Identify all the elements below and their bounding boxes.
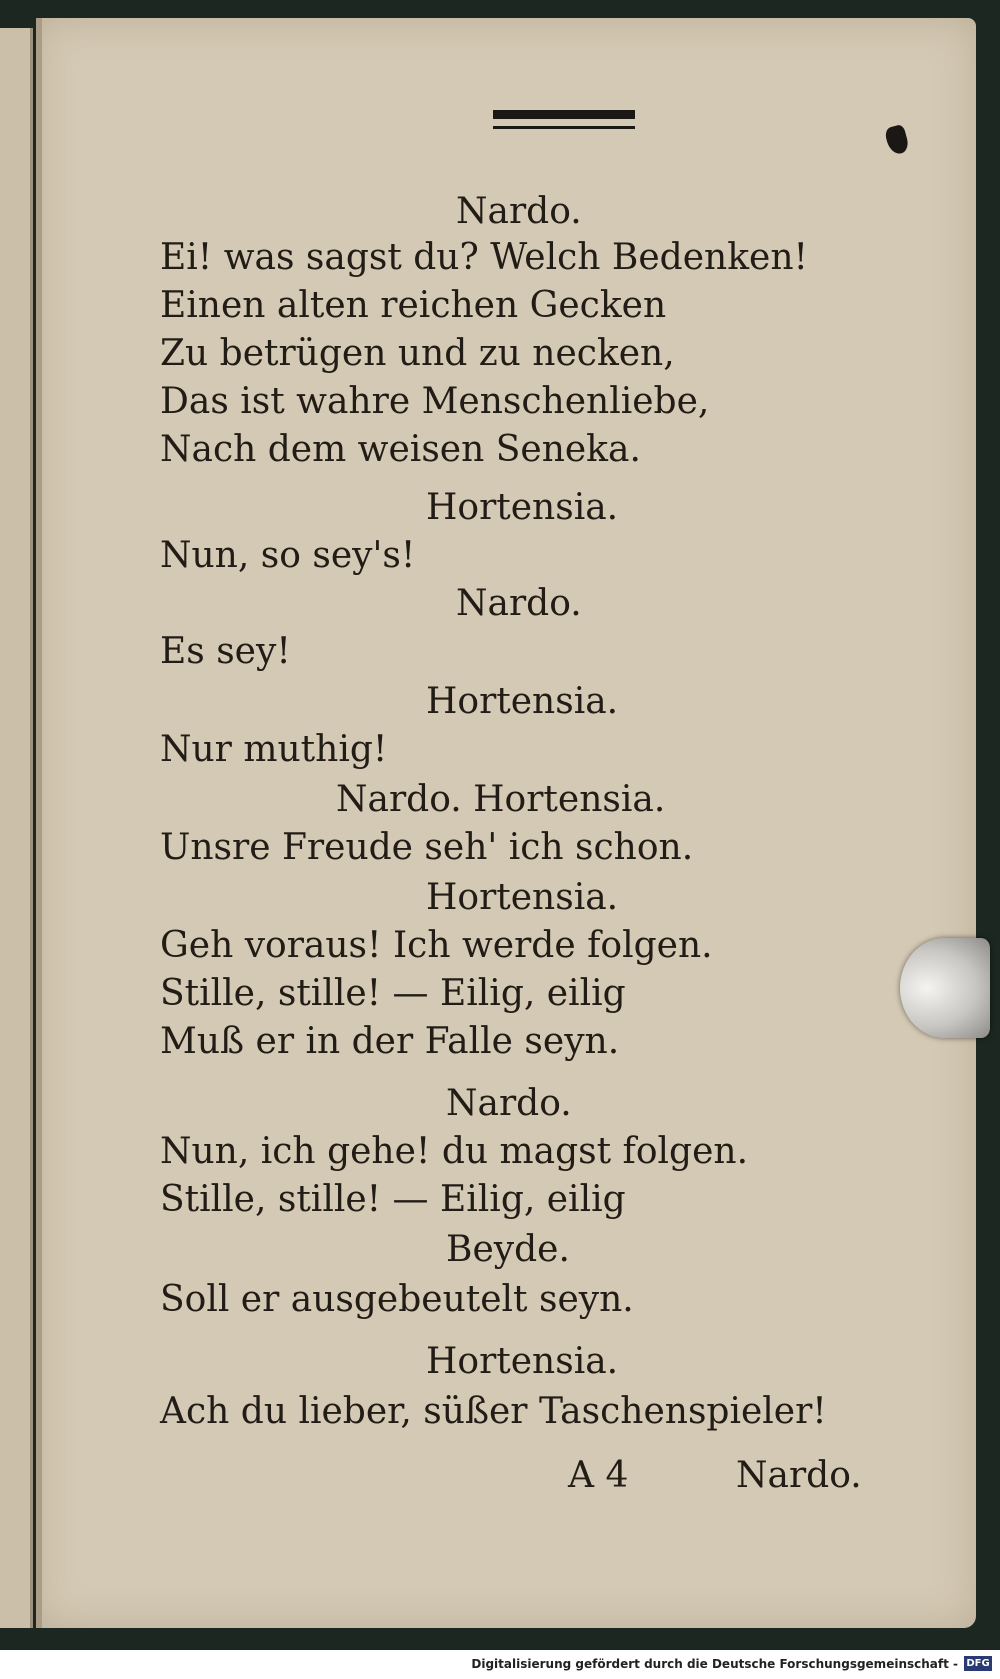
verse-line: Zu betrügen und zu necken,: [160, 333, 675, 374]
verse-line: Das ist wahre Menschenliebe,: [160, 381, 710, 422]
verse-line: Stille, stille! — Eilig, eilig: [160, 973, 626, 1014]
header-rule-thick: [493, 110, 635, 119]
speaker-label: Nardo. Hortensia.: [336, 779, 666, 820]
page-gutter: [36, 18, 42, 1628]
speaker-label: Hortensia.: [426, 1341, 619, 1382]
speaker-label: Nardo.: [446, 1083, 572, 1124]
verse-line: Nach dem weisen Seneka.: [160, 429, 641, 470]
verse-line: Unsre Freude seh' ich schon.: [160, 827, 694, 868]
speaker-label: Beyde.: [446, 1229, 570, 1270]
verse-line: Nun, ich gehe! du magst folgen.: [160, 1131, 749, 1172]
verse-line: Geh voraus! Ich werde folgen.: [160, 925, 713, 966]
verse-line: Soll er ausgebeutelt seyn.: [160, 1279, 634, 1320]
funding-credit: Digitalisierung gefördert durch die Deutsche Forschungsgemeinschaft -: [471, 1657, 958, 1671]
verse-line: Einen alten reichen Gecken: [160, 285, 667, 326]
verse-line: Stille, stille! — Eilig, eilig: [160, 1179, 626, 1220]
ink-blot: [884, 124, 911, 156]
book-page: [36, 18, 976, 1628]
speaker-label: Hortensia.: [426, 877, 619, 918]
verse-line: Ei! was sagst du? Welch Bedenken!: [160, 237, 808, 278]
page-clip: [900, 938, 990, 1038]
speaker-label: Nardo.: [456, 191, 582, 232]
verse-line: Nur muthig!: [160, 729, 388, 770]
dfg-logo-icon: DFG: [964, 1656, 992, 1671]
speaker-label: Nardo.: [456, 583, 582, 624]
catchword: Nardo.: [736, 1455, 862, 1496]
verse-line: Nun, so sey's!: [160, 535, 416, 576]
verse-line: Ach du lieber, süßer Taschenspieler!: [160, 1391, 827, 1432]
verse-line: Muß er in der Falle seyn.: [160, 1021, 620, 1062]
left-page-edge: [0, 28, 33, 1628]
footer-bar: [0, 1650, 1000, 1679]
speaker-label: Hortensia.: [426, 681, 619, 722]
signature-mark: A 4: [568, 1455, 629, 1496]
verse-line: Es sey!: [160, 631, 291, 672]
speaker-label: Hortensia.: [426, 487, 619, 528]
header-rule-thin: [493, 126, 635, 129]
